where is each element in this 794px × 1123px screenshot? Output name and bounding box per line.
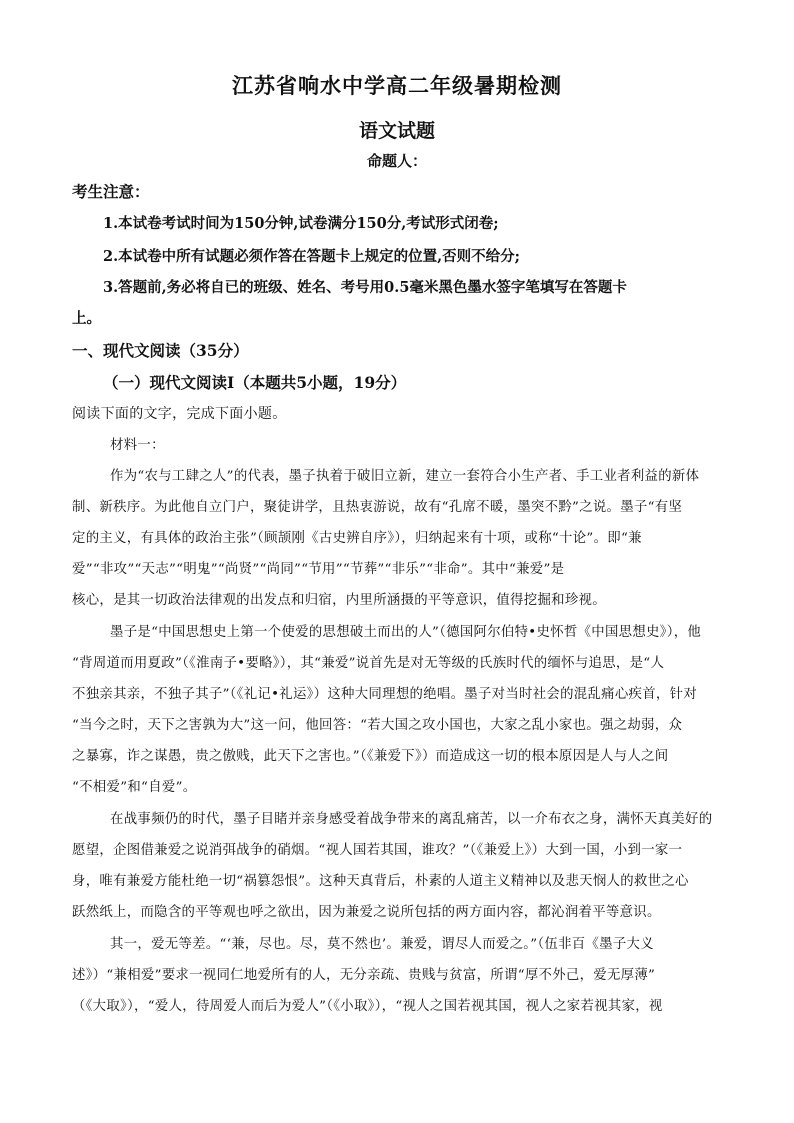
paragraph-line: “背周道而用夏政”（《淮南子•要略》），其“兼爱”说首先是对无等级的氏族时代的缅怀与追思，是“人 [72, 656, 665, 671]
material-label: 材料一： [110, 438, 165, 453]
paragraph-line: 愿望，企图借兼爱之说消弭战争的硝烟。“视人国若其国，谁攻？”（《兼爱上》）大到一国，小到一家一 [72, 843, 683, 858]
paragraph-line: 之暴寡，诈之谋愚，贵之傲贱，此天下之害也。”（《兼爱下》）而造成这一切的根本原因是人与人之间 [72, 749, 669, 764]
paragraph-line: （《大取》），“爱人，待周爱人而后为爱人”（《小取》），“视人之国若视其国，视人之家若视其家，视 [72, 999, 663, 1014]
notice-item: 1.本试卷考试时间为150分钟,试卷满分150分,考试形式闭卷; [103, 215, 499, 232]
sub-section-heading: （一）现代文阅读Ⅰ（本题共5小题，19分） [103, 373, 407, 392]
exam-author: 命题人： [366, 152, 427, 170]
paragraph-line: 制、新秩序。为此他自立门户，聚徒讲学，且热衷游说，故有“孔席不暖，墨突不黔”之说。墨子“有坚 [72, 500, 683, 515]
paragraph-line: 跃然纸上，而隐含的平等观也呼之欲出，因为兼爱之说所包括的两方面内容，都沁润着平等意识。 [72, 905, 661, 920]
paragraph-line: 墨子是“中国思想史上第一个使爱的思想破土而出的人”（德国阿尔伯特•史怀哲《中国思想史》），他 [110, 625, 702, 640]
paragraph-line: “不相爱”和“自爱”。 [72, 780, 197, 795]
paragraph-line: 其一，爱无等差。“‘兼，尽也。尽，莫不然也’。兼爱，谓尽人而爱之。”（伍非百《墨子大义 [110, 937, 654, 952]
paragraph-line: 定的主义，有具体的政治主张”（顾颉刚《古史辨自序》），归纳起来有十项，或称“十论”。即“兼 [72, 531, 642, 546]
exam-title: 江苏省响水中学高二年级暑期检测 [232, 73, 562, 98]
section-heading: 一、现代文阅读（35分） [72, 341, 249, 360]
paragraph-line: “当今之时，天下之害孰为大”这一问，他回答：“若大国之攻小国也，大家之乱小家也。强之劫弱，众 [72, 718, 683, 733]
paragraph-line: 作为“农与工肆之人”的代表，墨子执着于破旧立新，建立一套符合小生产者、手工业者利益的新体 [110, 469, 700, 484]
paragraph-line: 身，唯有兼爱方能杜绝一切“祸篡怨恨”。这种天真背后，朴素的人道主义精神以及悲天悯人的救世之心 [72, 874, 689, 889]
reading-instruction: 阅读下面的文字，完成下面小题。 [72, 406, 287, 422]
paragraph-line: 爱”“非攻”“天志”“明鬼”“尚贤”“尚同”“节用”“节葬”“非乐”“非命”。其中“兼爱”是 [72, 562, 565, 577]
paragraph-line: 在战事频仍的时代，墨子目睹并亲身感受着战争带来的离乱痛苦，以一介布衣之身，满怀天真美好的 [110, 812, 713, 827]
notice-item: 上。 [72, 310, 101, 327]
notice-item: 3.答题前,务必将自已的班级、姓名、考号用0.5毫米黑色墨水签字笔填写在答题卡 [103, 279, 627, 296]
paragraph-line: 核心，是其一切政治法律观的出发点和归宿，内里所涵摄的平等意识，值得挖掘和珍视。 [72, 593, 606, 608]
notice-item: 2.本试卷中所有试题必须作答在答题卡上规定的位置,否则不给分; [103, 248, 521, 265]
exam-subtitle: 语文试题 [358, 120, 435, 142]
paragraph-line: 述》）“兼相爱”要求一视同仁地爱所有的人，无分亲疏、贵贱与贫富，所谓“厚不外己，爱无厚薄” [72, 968, 656, 983]
paragraph-line: 不独亲其亲，不独子其子”（《礼记•礼运》）这种大同理想的绝唱。墨子对当时社会的混乱痛心疾首，针对 [72, 687, 698, 702]
notice-heading: 考生注意： [72, 182, 150, 201]
